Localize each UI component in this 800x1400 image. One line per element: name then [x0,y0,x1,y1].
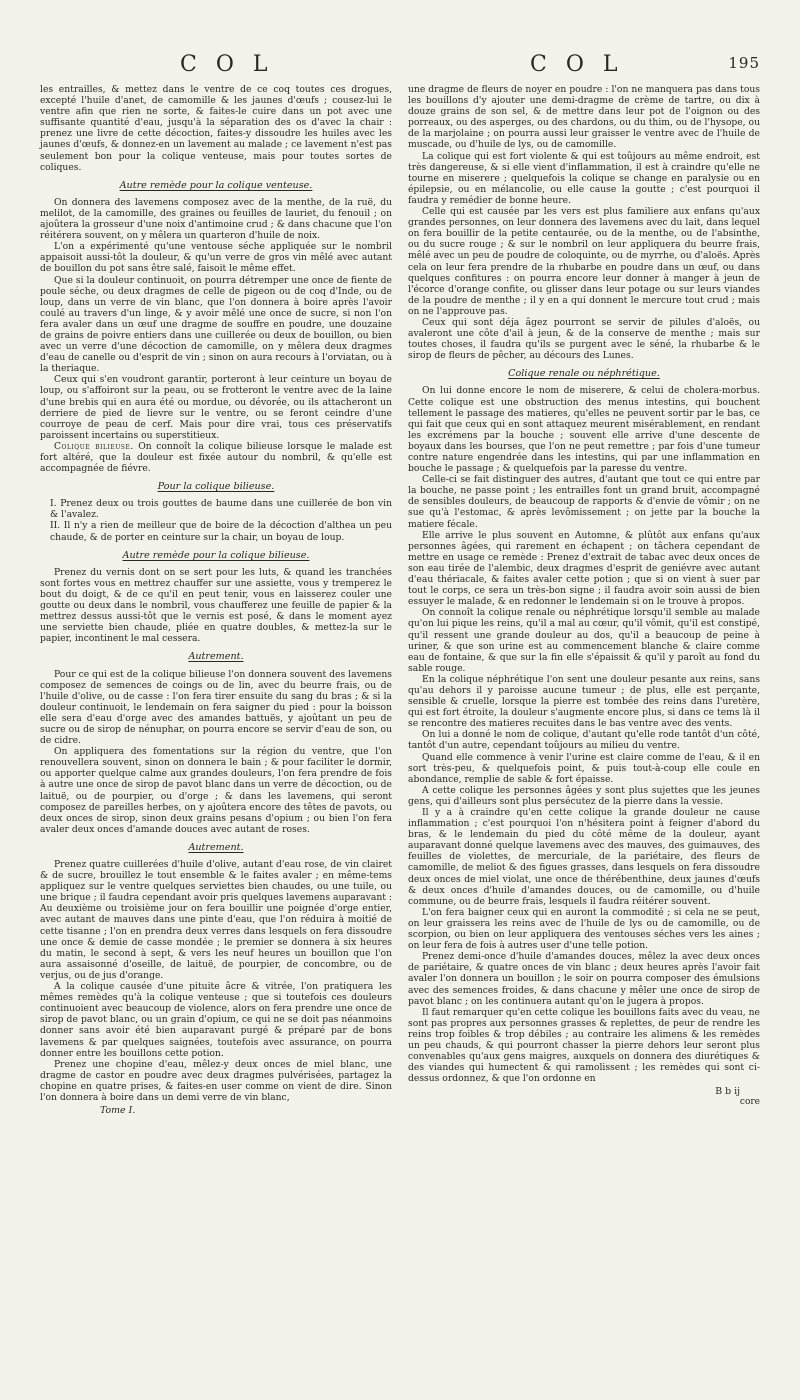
right-footer [408,1086,760,1097]
paragraph: Prenez demi-once d'huile d'amandes douces, mêlez la avec deux onces de pariétaire, & quatre onces de vin blanc ; deux heures après l'avoir fait avaler l'on donnera un bouillon ; le soir on pourra composer des émulsions avec des semences froides, & dans chacune y mêler une once de sirop de pavot blanc ; on les continuera autant qu'on le jugera à propos. [408,951,760,1007]
paragraph: On lui a donné le nom de colique, d'autant qu'elle rode tantôt d'un côté, tantôt d'un autre, cependant toûjours au milieu du ventre. [408,729,760,752]
paragraph: Que si la douleur continuoit, on pourra détremper une once de fiente de poule séche, ou deux dragmes de celle de pigeon ou de coq d'Inde, ou de loup, dans un verre de vin blanc, que l'on donnera à boire après l'avoir coulé au travers d'un linge, & y avoir mêlé une once de sucre, si non l'on fera avaler dans un œuf une dragme de souffre en poudre, une douzaine de grains de poivre entiers dans une cuillerée ou deux de bouillon, ou bien avec un verre d'une décoction de camomille, on y mêlera deux dragmes d'eau de canelle ou d'esprit de vin ; sinon on aura recours à l'orviatan, ou à la theriaque. [40,274,392,375]
section-heading: Autre remède pour la colique bilieuse. [122,549,310,561]
left-footer [40,1105,392,1116]
paragraph: L'on fera baigner ceux qui en auront la commodité ; si cela ne se peut, on leur graissera les reins avec de l'huile de lys ou de camomille, ou de scorpion, ou bien on leur appliquera des ventouses séches vers les aines ; on leur fera de fois à autres user d'une telle potion. [408,906,760,952]
paragraph: Celle qui est causée par les vers est plus familiere aux enfans qu'aux grandes personnes, on leur donnera des lavemens avec du lait, dans lequel on fera bouillir de la petite centaurée, ou de la menthe, ou de l'absinthe, ou du sucre rouge ; & sur le nombril on leur appliquera du beurre frais, mêlé avec un peu de poudre de coloquinte, ou de myrrhe, ou d'aloës. Après cela on leur fera prendre de la rhubarbe en poudre dans un œuf, ou dans quelques confitures : on pourra encore leur donner à manger à jeun de l'écorce d'orange confite, ou glisser dans leur potage ou sur leurs viandes de la poudre de menthe ; il y en a qui donnent le mercure tout crud ; mais on ne l'approuve pas. [408,206,761,317]
paragraph: L'on a expérimenté qu'une ventouse séche appliquée sur le nombril appaisoit aussi-tôt la douleur, & qu'un verre de gros vin mêlé avec autant de bouillon du pot sans être salé, faisoit le même effet. [40,241,392,275]
paragraph: Elle arrive le plus souvent en Automne, & plûtôt aux enfans qu'aux personnes âgées, qui rarement en échapent ; on tâchera cependant de mettre en usage ce remède : Prenez d'extrait de tabac avec deux onces de son eau tirée de l'alembic, deux dragmes d'esprit de geniévre avec autant d'eau thériacale, & faites avaler cette potion ; que si on vient à suer par tout le corps, ce sera un très-bon signe ; il faudra avoir soin aussi de bien essuyer le malade, & en redonner le lendemain si on le trouve à propos. [408,529,760,608]
paragraph: Il y a à craindre qu'en cette colique la grande douleur ne cause inflammation ; c'est pourquoi l'on n'hésitera point à feigner d'abord du bras, & le lendemain du pied du côté même de la douleur, ayant auparavant donné quelque lavemens avec des mauves, des guimauves, des feuilles de violettes, de mercuriale, de la pariétaire, des fleurs de camomille, de meliot & des figues grasses, dans lesquels on fera dissoudre deux onces de miel violat, une once de thérébenthine, deux jaunes d'œufs & deux onces d'huile d'amandes douces, ou de camomille, ou d'huile commune, ou de beurre frais, lesquels il faudra réitérer souvent. [408,807,760,907]
numbered-item: II. Il n'y a rien de meilleur que de boire de la décoction d'althea un peu chaude, & de porter en ceinture sur la chair, un boyau de loup. [50,520,392,543]
paragraph: On connoît la colique renale ou néphrétique lorsqu'il semble au malade qu'on lui pique les reins, qu'il a mal au cœur, qu'il vômit, qu'il est constipé, qu'il ressent une grande douleur au dos, qu'il a beaucoup de peine à uriner, & que son urine est au commencement blanche & claire comme eau de fontaine, & que sur la fin elle s'épaissit & qu'il y paroît au fond du sable rouge. [408,607,760,674]
volume-mark: Tome I. [100,1105,136,1117]
page-number: 195 [728,54,760,72]
paragraph: A cette colique les personnes âgées y sont plus sujettes que les jeunes gens, qui d'ailleurs sont plus persécutez de la pierre dans la vessie. [408,784,760,807]
paragraph: Quand elle commence à venir l'urine est claire comme de l'eau, & il en sort très-peu, & quelquefois point, & puis tout-à-coup elle coule en abondance, remplie de sable & fort épaisse. [408,751,760,785]
section-heading: Autre remède pour la colique venteuse. [119,179,313,191]
signature-mark: B b ij [715,1086,740,1098]
paragraph: Pour ce qui est de la colique bilieuse l'on donnera souvent des lavemens composez de semences de coings ou de lin, avec du beurre frais, ou de l'huile d'olive, ou de casse : l'on fera tirer ensuite du sang du bras ; & si la douleur continuoit, le lendemain on fera saigner du pied : pour la boisson elle sera d'eau d'orge avec des amandes battuës, y ajoûtant un peu de sucre ou de sirop de nénuphar, on pourra encore se servir d'eau de son, ou de cidre. [40,668,392,747]
paragraph: On donnera des lavemens composez avec de la menthe, de la ruë, du melilot, de la camomille, des graines ou feuilles de lauriet, du fenouil ; on ajoûtera la grosseur d'une noix d'antimoine crud ; & dans chacune que l'on réitérera souvent, on y mêlera un quarteron d'huile de noix. [40,196,392,242]
paragraph [40,441,392,474]
running-head [40,52,760,82]
section-heading: Autrement. [188,651,244,663]
paragraph: On lui donne encore le nom de miserere, & celui de cholera-morbus. Cette colique est une obstruction des menus intestins, qui bouchent tellement le passage des matieres, qu'elles ne peuvent sortir par le bas, ce qui fait que ceux qui en sont attaquez meurent misérablement, en rendant les excrémens par la bouche ; souvent elle arrive d'une descente de boyaux dans les bourses, que l'on ne peut remettre ; par fois d'une tumeur contre nature engendrée dans les intestins, qui par une inflammation en bouche le passage ; & quelquefois par la paresse du ventre. [408,385,760,475]
paragraph: Il faut remarquer qu'en cette colique les bouillons faits avec du veau, ne sont pas propres aux personnes grasses & replettes, de peur de rendre les reins trop foibles & trop débiles ; au contraire les alimens & les remèdes un peu chauds, & qui pourront chasser la pierre dehors leur seront plus convenables qu'aux gens maigres, auxquels on donnera des diurétiques & des viandes qui humectent & qui ramolissent ; les remèdes qui sont ci-dessus ordonnez, & que l'on ordonne en [408,1006,760,1085]
numbered-item: I. Prenez deux ou trois gouttes de baume dans une cuillerée de bon vin & l'avalez. [50,498,392,521]
paragraph: Ceux qui s'en voudront garantir, porteront à leur ceinture un boyau de loup, ou s'affoiront sur la peau, ou se frotteront le ventre avec de la laine d'une brebis qui en aura été ou mordue, ou dévorée, ou ils attacheront un derriere de pied de lievre sur le ventre, ou se feront ceindre d'une courroye de peau de cerf. Mais pour dire vrai, tous ces préservatifs paroissent incertains ou superstitieux. [40,374,392,441]
section-heading: Autrement. [188,841,244,853]
paragraph: Celle-ci se fait distinguer des autres, d'autant que tout ce qui entre par la bouche, ne passe point ; les entrailles font un grand bruit, accompagné de sensibles douleurs, de beaucoup de rapports & d'envie de vômir ; on ne sue qu'à l'estomac, & après levômissement ; on jette par la bouche la matiere fécale. [408,474,760,530]
paragraph: Prenez du vernis dont on se sert pour les luts, & quand les tranchées sont fortes vous en mettrez chauffer sur une assiette, vous y tremperez le bout du doigt, & de ce qu'il en peut tenir, vous en laisserez couler une goutte ou deux dans le nombril, vous chaufferez une feuille de papier & la mettrez dessus aussi-tôt que le vernis est posé, & dans le moment ayez une serviette bien chaude, pliée en quatre doubles, & mettez-la sur le papier, incontinent le mal cessera. [40,566,392,645]
paragraph: La colique qui est fort violente & qui est toûjours au même endroit, est très dangereuse, & si elle vient d'inflammation, il est à craindre qu'elle ne tourne en miserere ; quelquefois la colique se change en paralysie ou en épilepsie, ou en mélancolie, ou elle cause la goutte ; c'est pourquoi il faudra y remédier de bonne heure. [408,150,760,206]
section-heading: Colique renale ou néphrétique. [508,368,660,380]
paragraph: une dragme de fleurs de noyer en poudre : l'on ne manquera pas dans tous les bouillons d'y ajouter une demi-dragme de crème de tartre, ou dix à douze grains de son sel, & de mettre dans leur pot de l'oignon ou des porreaux, ou des asperges, ou des chardons, ou du thim, ou de l'hysope, ou de la marjolaine ; on pourra aussi leur graisser le ventre avec de l'huile de muscade, ou d'huile de lys, ou de camomille. [408,84,760,151]
catchword: core [739,1097,760,1108]
paragraph: Ceux qui sont déja âgez pourront se servir de pilules d'aloës, ou avaleront une côte d'ail à jeun, & de la conserve de menthe ; mais sur toutes choses, il faudra qu'ils se purgent avec le séné, la rhubarbe & le sirop de fleurs de pêcher, au décours des Lunes. [408,316,760,362]
running-head-left: C O L [180,52,274,77]
paragraph: En la colique néphrétique l'on sent une douleur pesante aux reins, sans qu'au dehors il y paroisse aucune tumeur ; de plus, elle est perçante, sensible & cruelle, lorsque la pierre est tombée des reins dans l'uretère, qui est fort étroite, la douleur s'augmente encore plus, si dans ce tems là il se rencontre des matieres recuites dans le bas ventre avec des vents. [408,673,760,730]
left-column [40,84,392,1374]
entry-lead: Colique bilieuse. [54,440,134,452]
paragraph: Prenez quatre cuillerées d'huile d'olive, autant d'eau rose, de vin clairet & de sucre, brouillez le tout ensemble & le faites avaler ; en même-tems appliquez sur le ventre quelques serviettes bien chaudes, ou une tuile, ou une brique ; il faudra cependant avoir pris quelques lavemens auparavant : Au deuxième ou troisième jour on fera bouillir une poignée d'orge entier, avec autant de mauves dans une pinte d'eau, que l'on réduira à moitié de cette tisanne ; l'on en prendra deux verres dans lesquels on fera dissoudre une once & demie de casse mondée ; le premier se donnera à six heures du matin, le second à sept, & vers les neuf heures un bouillon que l'on aura assaisonné d'oseille, de laituë, de pourpier, de concombre, ou de verjus, ou de jus d'orange. [40,859,392,981]
running-head-right: C O L [530,52,624,77]
entry-text: On connoît la colique bilieuse lorsque le malade est fort altéré, que la douleur est fixée autour du nombril, & qu'elle est accompagnée de fiévre. [40,440,392,475]
paragraph: Prenez une chopine d'eau, mêlez-y deux onces de miel blanc, une dragme de castor en poudre avec deux dragmes pulvérisées, partagez la chopine en quatre prises, & faites-en user comme on vient de dire. Sinon l'on donnera à boire dans un demi verre de vin blanc, [40,1058,392,1103]
paragraph: A la colique causée d'une pituite âcre & vitrée, l'on pratiquera les mêmes remèdes qu'à la colique venteuse ; que si toutefois ces douleurs continuoient avec beaucoup de violence, alors on fera prendre une once de sirop de pavot blanc, ou un grain d'opium, ce qui ne se doit pas néanmoins donner sans avoir été bien auparavant purgé & préparé par de bons lavemens & par quelques saignées, toutefois avec assurance, on pourra donner entre les bouillons cette potion. [40,981,392,1059]
right-column [408,84,760,1374]
section-heading: Pour la colique bilieuse. [157,481,275,493]
paragraph: On appliquera des fomentations sur la région du ventre, que l'on renouvellera souvent, sinon on donnera le bain ; & pour faciliter le dormir, ou apporter quelque calme aux grandes douleurs, l'on fera prendre de fois à autre une once de sirop de pavot blanc dans un verre de décoction, ou de laituë, ou de pourpier, ou d'orge ; & dans les lavemens, qui seront composez de pareilles herbes, on y ajoûtera encore des têtes de pavots, ou deux onces de sirop, sinon deux grains pesans d'opium ; ou bien l'on fera avaler deux onces d'amande douces avec autant de roses. [40,746,392,835]
paragraph: les entrailles, & mettez dans le ventre de ce coq toutes ces drogues, excepté l'huile d'anet, de camomille & les jaunes d'œufs ; cousez-lui le ventre afin que rien ne sorte, & faites-le cuire dans un pot avec une suffisante quantité d'eau, jusqu'à la séparation des os d'avec la chair : prenez une livre de cette décoction, faites-y dissoudre les huiles avec les jaunes d'œufs, & donnez-en un lavement au malade ; ce lavement n'est pas seulement bon pour la colique venteuse, mais pour toutes sortes de coliques. [40,84,392,173]
text-columns [40,84,760,1374]
